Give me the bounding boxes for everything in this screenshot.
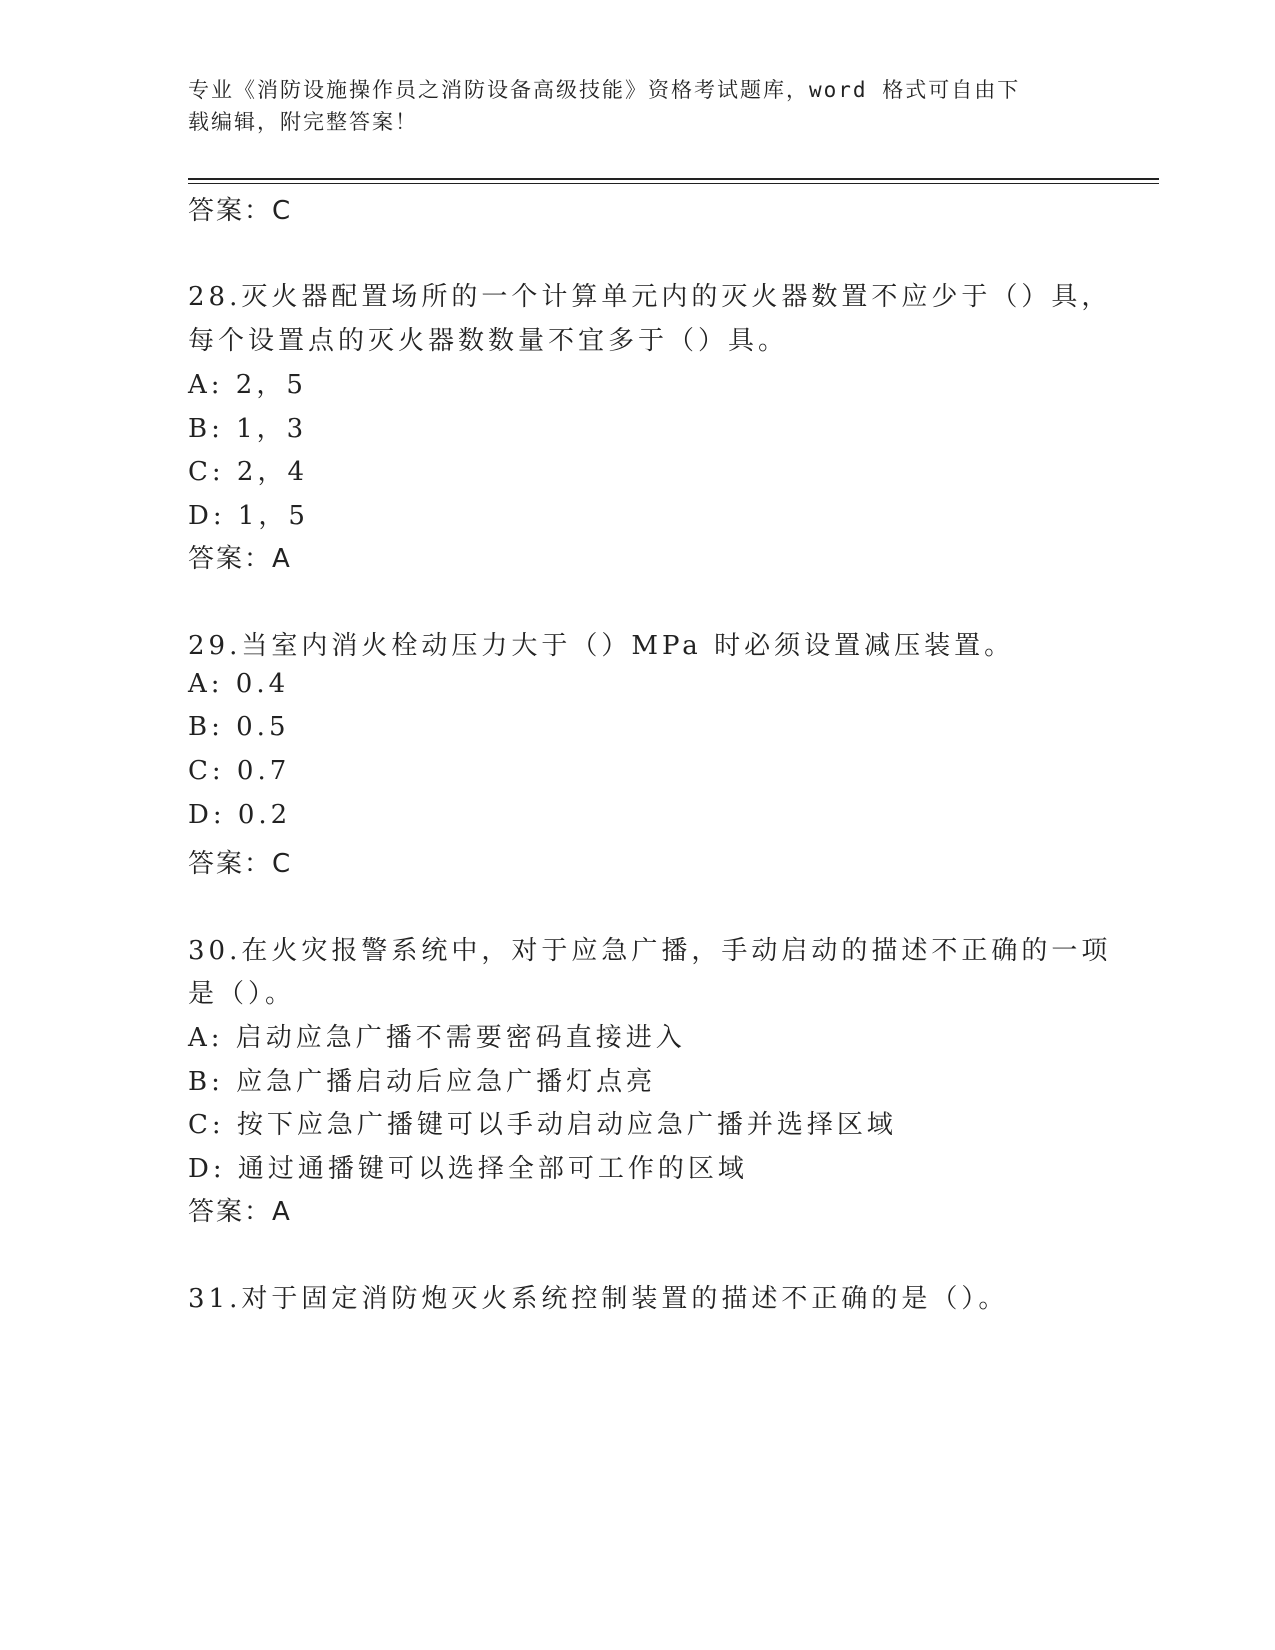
header-divider-thin [188,183,1159,184]
header-line-2: 载编辑，附完整答案！ [188,110,418,134]
answer-line-27: 答案：C [188,196,293,226]
question-28-option-b: B: 1，3 [188,414,308,444]
question-30-option-b: B: 应急广播启动后应急广播灯点亮 [188,1067,657,1097]
question-29-option-a: A: 0.4 [188,669,290,699]
question-30-option-c: C: 按下应急广播键可以手动启动应急广播并选择区域 [188,1110,897,1140]
question-29-option-c: C: 0.7 [188,756,291,786]
question-28-option-d: D: 1，5 [188,501,309,531]
document-header [188,74,1078,138]
question-29-stem-line-1: 29.当室内消火栓动压力大于（）MPa 时必须设置减压装置。 [188,631,1015,661]
question-28-stem-line-2: 每个设置点的灭火器数数量不宜多于（）具。 [188,326,789,356]
question-28-option-a: A: 2，5 [188,370,307,400]
header-line-1: 专业《消防设施操作员之消防设备高级技能》资格考试题库，word 格式可自由下 [188,78,1021,102]
question-29-option-b: B: 0.5 [188,712,290,742]
question-30-answer: 答案：A [188,1197,292,1227]
question-31-stem-line-1: 31.对于固定消防炮灭火系统控制装置的描述不正确的是（）。 [188,1284,1009,1314]
question-28-answer: 答案：A [188,544,292,574]
question-29-answer: 答案：C [188,849,293,879]
question-30-stem-line-1: 30.在火灾报警系统中，对于应急广播，手动启动的描述不正确的一项 [188,936,1112,966]
question-28-option-c: C: 2，4 [188,457,309,487]
header-divider-thick [188,178,1159,180]
question-30-option-d: D: 通过通播键可以选择全部可工作的区域 [188,1154,748,1184]
question-30-option-a: A: 启动应急广播不需要密码直接进入 [188,1023,686,1053]
question-30-stem-line-2: 是（）。 [188,979,296,1009]
question-28-stem-line-1: 28.灭火器配置场所的一个计算单元内的灭火器数置不应少于（）具， [188,282,1112,312]
question-29-option-d: D: 0.2 [188,800,292,830]
